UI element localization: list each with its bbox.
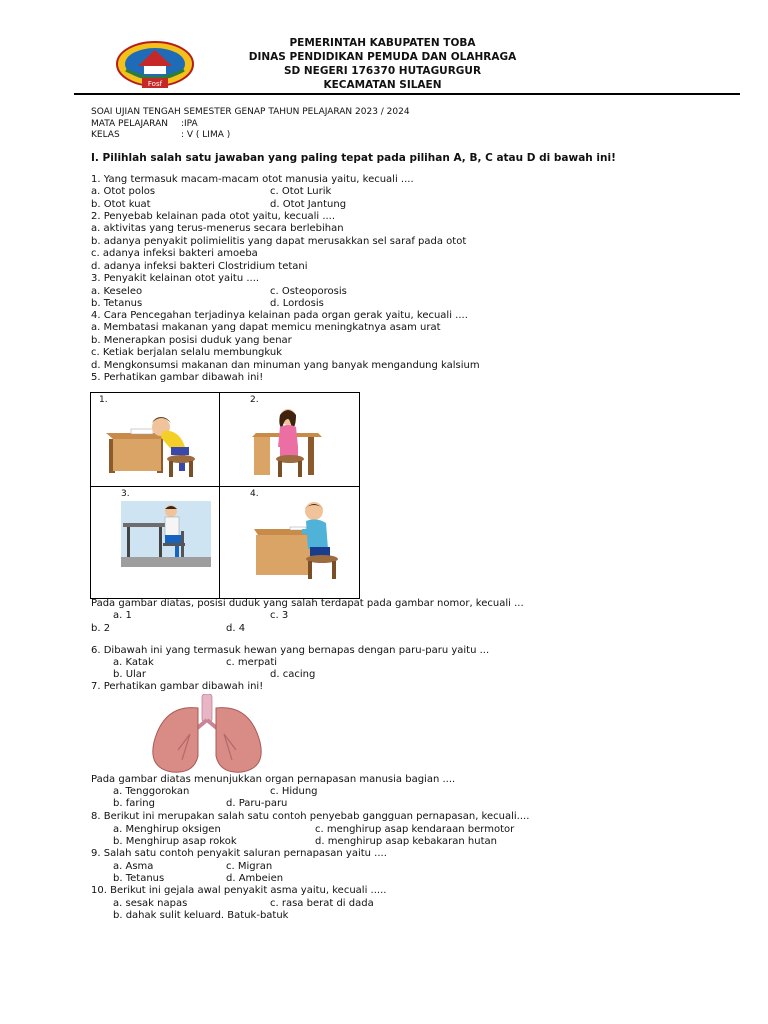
q5-statement: Pada gambar diatas, posisi duduk yang salah terdapat pada gambar nomor, kecuali ... [91,598,524,609]
figure-cell-3 [91,487,220,598]
q9-option-c: c. Migran [226,861,273,872]
q9-question: 9. Salah satu contoh penyakit saluran pernapasan yaitu .... [91,848,387,859]
q5-option-d: d. 4 [226,623,246,634]
q4-option-d: d. Mengkonsumsi makanan dan minuman yang banyak mengandung kalsium [91,360,480,371]
q4-option-a: a. Membatasi makanan yang dapat memicu meningkatnya asam urat [91,322,441,333]
q1-option-d: d. Otot Jantung [270,199,347,210]
q1-option-a: a. Otot polos [91,186,156,197]
header-line-4: KECAMATAN SILAEN [323,79,442,91]
figure-number-4: 4. [250,489,259,499]
header-divider [74,93,740,95]
q2-option-c: c. adanya infeksi bakteri amoeba [91,248,258,259]
q7-statement: Pada gambar diatas menunjukkan organ pernapasan manusia bagian .... [91,774,456,785]
q10-question: 10. Berikut ini gejala awal penyakit asma yaitu, kecuali ..... [91,885,387,896]
q8-option-d: d. menghirup asap kebakaran hutan [315,836,497,847]
class-label: KELAS [91,130,120,140]
q6-option-b: b. Ular [113,669,147,680]
lungs-icon [146,694,268,774]
q5-question: 5. Perhatikan gambar dibawah ini! [91,372,264,383]
header-line-2: DINAS PENDIDIKAN PEMUDA DAN OLAHRAGA [248,51,517,63]
subject-value: :IPA [181,119,198,129]
q5-option-b: b. 2 [91,623,111,634]
q3-option-a: a. Keseleo [91,286,143,297]
q2-option-a: a. aktivitas yang terus-menerus secara berlebihan [91,223,344,234]
q2-option-d: d. adanya infeksi bakteri Clostridium tetani [91,261,308,272]
subject-label: MATA PELAJARAN [91,119,168,129]
q6-option-c: c. merpati [226,657,278,668]
q4-option-c: c. Ketiak berjalan selalu membungkuk [91,347,282,358]
section-title: I. Pilihlah salah satu jawaban yang paling tepat pada pilihan A, B, C atau D di bawah ini! [91,152,616,164]
q7-question: 7. Perhatikan gambar dibawah ini! [91,681,264,692]
figure-cell-2 [220,393,359,487]
boy-sitting-classroom-icon [121,501,211,567]
figure-cell-4 [220,487,359,598]
q9-option-a: a. Asma [113,861,154,872]
q2-option-b: b. adanya penyakit polimielitis yang dapat merusakkan sel saraf pada otot [91,236,467,247]
figure-cell-1 [91,393,220,487]
q7-option-c: c. Hidung [270,786,318,797]
q8-option-b: b. Menghirup asap rokok [113,836,237,847]
q7-option-a: a. Tenggorokan [113,786,190,797]
header-line-3: SD NEGERI 176370 HUTAGURGUR [283,65,482,77]
figure-number-2: 2. [250,395,259,405]
q3-option-d: d. Lordosis [270,298,324,309]
q1-option-c: c. Otot Lurik [270,186,332,197]
q7-option-b: b. faring [113,798,155,809]
q4-question: 4. Cara Pencegahan terjadinya kelainan pada organ gerak yaitu, kecuali .... [91,310,468,321]
q6-option-d: d. cacing [270,669,316,680]
q8-option-a: a. Menghirup oksigen [113,824,221,835]
exam-title: SOAI UJIAN TENGAH SEMESTER GENAP TAHUN PELAJARAN 2023 / 2024 [91,107,410,117]
header-line-1: PEMERINTAH KABUPATEN TOBA [289,37,476,49]
class-value: : V ( LIMA ) [181,130,231,140]
q1-question: 1. Yang termasuk macam-macam otot manusia yaitu, kecuali .... [91,174,414,185]
child-slouching-desk-icon [101,403,211,483]
q5-option-c: c. 3 [270,610,289,621]
q7-option-d: d. Paru-paru [226,798,288,809]
q6-option-a: a. Katak [113,657,154,668]
girl-sitting-upright-icon [248,403,348,483]
boy-sitting-straight-icon [250,499,354,585]
q10-option-c: c. rasa berat di dada [270,898,374,909]
q10-option-a: a. sesak napas [113,898,188,909]
q8-question: 8. Berikut ini merupakan salah satu contoh penyebab gangguan pernapasan, kecuali.... [91,811,530,822]
school-logo-icon [114,40,196,90]
q4-option-b: b. Menerapkan posisi duduk yang benar [91,335,292,346]
q8-option-c: c. menghirup asap kendaraan bermotor [315,824,515,835]
q6-question: 6. Dibawah ini yang termasuk hewan yang bernapas dengan paru-paru yaitu ... [91,645,490,656]
q9-option-d: d. Ambeien [226,873,284,884]
q2-question: 2. Penyebab kelainan pada otot yaitu, kecuali .... [91,211,336,222]
sitting-position-figure [90,392,360,599]
q3-option-b: b. Tetanus [91,298,143,309]
svg-text:Fosf: Fosf [147,80,163,88]
figure-number-1: 1. [99,395,108,405]
q10-option-b: b. dahak sulit keluard. Batuk-batuk [113,910,289,921]
q1-option-b: b. Otot kuat [91,199,151,210]
q3-option-c: c. Osteoporosis [270,286,347,297]
q5-option-a: a. 1 [113,610,132,621]
figure-number-3: 3. [121,489,130,499]
q9-option-b: b. Tetanus [113,873,165,884]
q3-question: 3. Penyakit kelainan otot yaitu .... [91,273,260,284]
